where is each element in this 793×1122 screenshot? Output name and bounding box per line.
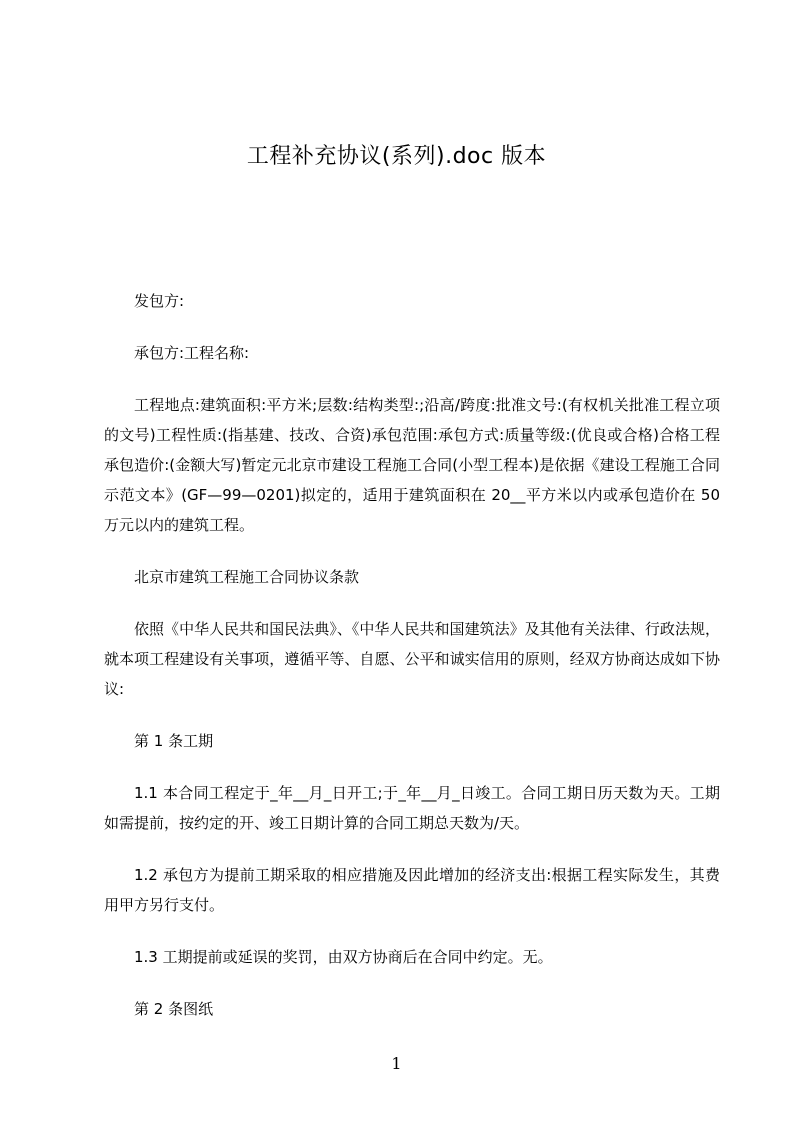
paragraph-clause-1-3: 1.3 工期提前或延误的奖罚，由双方协商后在合同中约定。无。 [134, 948, 553, 966]
paragraph-clause-1-2: 1.2 承包方为提前工期采取的相应措施及因此增加的经济支出:根据工程实际发生，其费用甲方另行支付。 [104, 866, 720, 914]
document-body [104, 286, 720, 1046]
section-heading-article-2: 第 2 条图纸 [134, 1000, 214, 1018]
paragraph-agreement-heading: 北京市建筑工程施工合同协议条款 [134, 568, 360, 586]
paragraph-party-b-project-name: 承包方:工程名称: [134, 344, 250, 362]
section-heading-article-1: 第 1 条工期 [134, 732, 214, 750]
page-number: 1 [391, 1054, 402, 1073]
paragraph-clause-1-1: 1.1 本合同工程定于_年__月_日开工;于_年__月_日竣工。合同工期日历天数为天。工期如需提前，按约定的开、竣工日期计算的合同工期总天数为/天。 [104, 784, 720, 832]
paragraph-project-details: 工程地点:建筑面积:平方米;层数:结构类型:;沿高/跨度:批准文号:(有权机关批准工程立项的文号)工程性质:(指基建、技改、合资)承包范围:承包方式:质量等级:(优良或合格)合格工程承包造价:(金额大写)暂定元北京市建设工程施工合同(小型工程本)是依据《建设工程施工合同示范文本》(GF—99—0201)拟定的，适用于建筑面积在 20__平方米以内或承包造价在 50 万元以内的建筑工程。 [104, 396, 720, 534]
paragraph-agreement-basis: 依照《中华人民共和国民法典》、《中华人民共和国建筑法》及其他有关法律、行政法规，就本项工程建设有关事项，遵循平等、自愿、公平和诚实信用的原则，经双方协商达成如下协议: [104, 620, 720, 698]
paragraph-party-a: 发包方: [134, 292, 185, 310]
document-title: 工程补充协议(系列).doc 版本 [246, 144, 547, 169]
